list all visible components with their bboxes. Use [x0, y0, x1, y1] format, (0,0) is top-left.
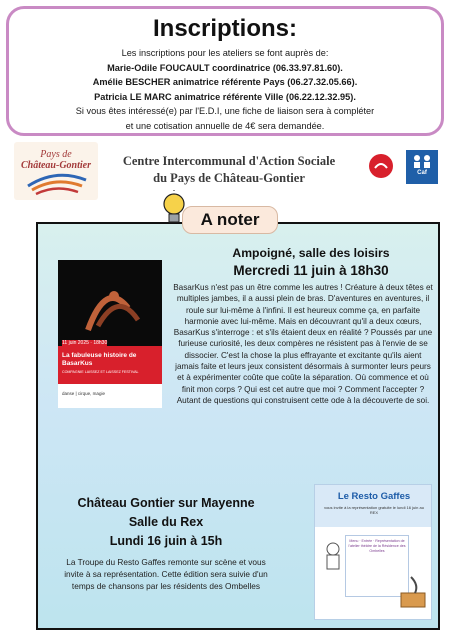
- event2-place-line2: Salle du Rex: [128, 515, 204, 529]
- a-noter-tag: A noter: [182, 206, 278, 234]
- edi-note-line1: Si vous êtes intéressé(e) par l'E.D.I, une fiche de liaison sera à compléter: [75, 106, 375, 116]
- logo-text-line1: Pays de: [40, 149, 72, 160]
- logo-text-line2: Château-Gontier: [20, 160, 91, 171]
- poster1-title: La fabuleuse histoire de BasarKus: [62, 352, 137, 367]
- inscriptions-box: [6, 6, 444, 136]
- contact-pays: Amélie BESCHER animatrice référente Pays (06.27.32.05.66).: [92, 77, 358, 87]
- inscriptions-intro: Les inscriptions pour les ateliers se font auprès de:: [121, 48, 329, 58]
- partner-red-logo-icon: [368, 153, 394, 179]
- resto-gaffes-poster: [314, 484, 432, 620]
- caf-people-icon: [406, 150, 438, 170]
- poster2-title: Le Resto Gaffes: [337, 491, 411, 502]
- chef-and-basket-icon: [315, 485, 432, 620]
- logo-swoosh-icon: [14, 142, 98, 200]
- cias-title-line1: Centre Intercommunal d'Action Sociale: [122, 154, 336, 168]
- event1-description: BasarKus n'est pas un être comme les autres ! Créature à deux têtes et multiples jambes, il a aussi plein de bras. D'aventures en aventures, il roule sur lui-même à l'infini. Il est heureux comme ça, en parfaite harmonie avec lui-même. Mais en découvrant qu'il a deux cœurs, BasarKus s'interroge : et s'ils étaient deux en réalité ? Poussés par une furieuse curiosité, les deux compères ne résistent pas à l'envie de se dissocier. C'est la chose la plus effrayante et excitante qu'ils aient jamais faite et leurs jeux consistent désormais à surmonter leurs peurs et à expérimenter coûte que coûte la séparation. Où commence et où finit mon corps ? Qui est cet autre que moi ? Comment l'accepter ? Autant de questions qui construisent cette ode à la découverte de soi.: [173, 283, 433, 405]
- cias-title: [98, 153, 360, 187]
- poster1-subtitle: COMPAGNIE LAISSEZ ET LAISSEZ FESTIVAL: [62, 370, 139, 374]
- poster1-date: 11 juin 2025 · 18h30: [62, 340, 108, 346]
- acrobats-illustration-icon: [58, 260, 162, 346]
- edi-note-line2: et une cotisation annuelle de 4€ sera demandée.: [125, 120, 325, 131]
- basarkus-poster: [58, 260, 162, 408]
- event2-place-line1: Château Gontier sur Mayenne: [77, 496, 255, 510]
- pays-chateau-gontier-logo: [14, 142, 98, 200]
- event2-date: Lundi 16 juin à 15h: [109, 534, 223, 548]
- contact-coordinator: Marie-Odile FOUCAULT coordinatrice (06.33.97.81.60).: [107, 62, 343, 73]
- caf-label: Caf: [417, 170, 427, 176]
- poster1-footer: [58, 384, 162, 408]
- event2-description: La Troupe du Resto Gaffes remonte sur scène et vous invite à sa représentation. Cette édition sera suivie d'un temps de chansons par les résidents des Ombelles: [64, 557, 268, 591]
- inscriptions-title: Inscriptions:: [152, 15, 297, 42]
- poster2-card-text: Menu · Entrée · Représentation de l'atelier théâtre de la Résidence des Ombelles: [348, 539, 406, 553]
- event1-date: Mercredi 11 juin à 18h30: [233, 263, 389, 278]
- caf-logo: [406, 150, 438, 184]
- cias-title-line2: du Pays de Château-Gontier: [153, 171, 305, 185]
- poster2-subtitle: vous invite à la représentation gratuite le lundi 16 juin au REX: [324, 505, 424, 515]
- event2-heading: [56, 494, 276, 551]
- contact-ville: Patricia LE MARC animatrice référente Ville (06.22.12.32.95).: [94, 91, 356, 102]
- event1-place: Ampoigné, salle des loisirs: [232, 246, 390, 260]
- poster1-tags: danse | cirque, magie: [62, 391, 105, 396]
